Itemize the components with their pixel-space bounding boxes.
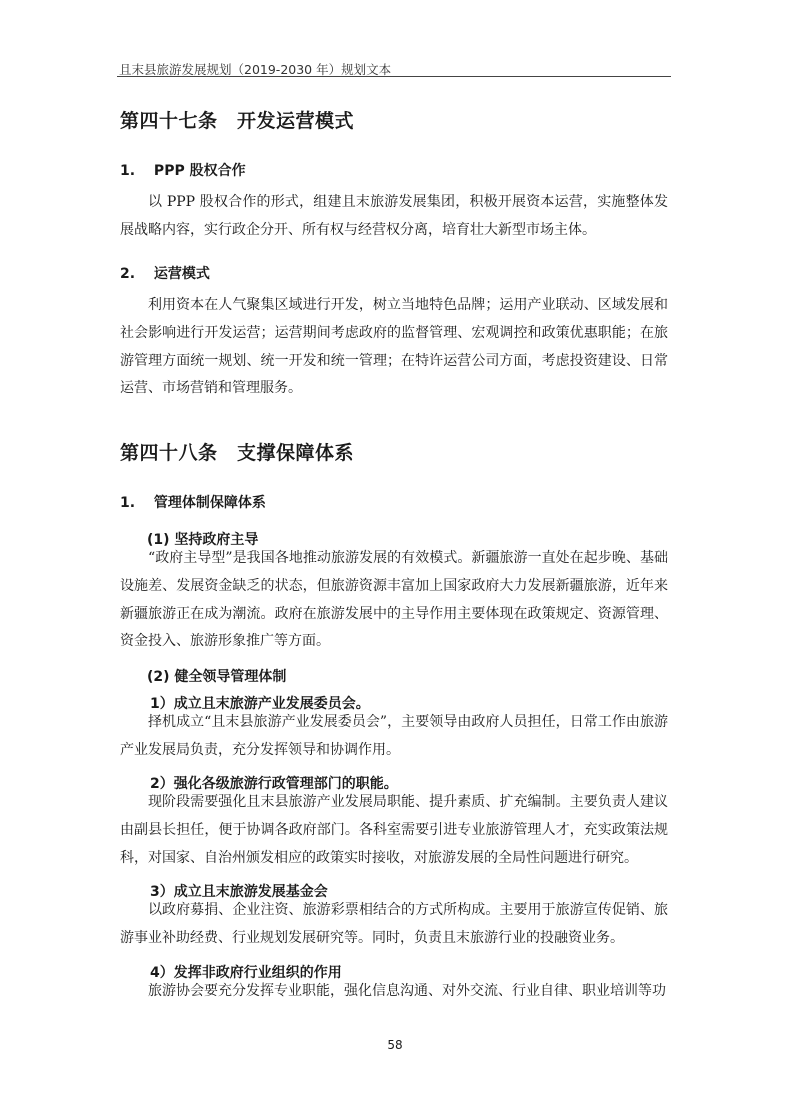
running-header: 且末县旅游发展规划（2019-2030 年）规划文本 (119, 62, 392, 77)
subsection-government-led-paragraph: “政府主导型”是我国各地推动旅游发展的有效模式。新疆旅游一直处在起步晚、基础设施差、发展资金缺乏的状态，但旅游资源丰富加上国家政府大力发展新疆旅游，近年来新疆旅游正在成为潮流。政府在旅游发展中的主导作用主要体现在政策规定、资源管理、资金投入、旅游形象推广等方面。 (120, 550, 668, 650)
section-management-title: 1. 管理体制保障体系 (120, 495, 266, 511)
section-ppp-title: 1. PPP 股权合作 (120, 163, 246, 179)
section-operation-paragraph: 利用资本在人气聚集区域进行开发，树立当地特色品牌；运用产业联动、区域发展和社会影响进行开发运营；运营期间考虑政府的监督管理、宏观调控和政策优惠职能；在旅游管理方面统一规划、统一开发和统一管理；在特许运营公司方面，考虑投资建设、日常运营、市场营销和管理服务。 (120, 297, 668, 397)
item-1-paragraph: 择机成立“且末县旅游产业发展委员会”，主要领导由政府人员担任，日常工作由旅游产业发展局负责，充分发挥领导和协调作用。 (120, 714, 668, 758)
page-number: 58 (387, 1038, 403, 1052)
item-3-paragraph: 以政府募捐、企业注资、旅游彩票相结合的方式所构成。主要用于旅游宣传促销、旅游事业补助经费、行业规划发展研究等。同时，负责且末旅游行业的投融资业务。 (120, 902, 668, 946)
subsection-leadership-title: (2) 健全领导管理体制 (147, 669, 287, 685)
section-operation-title: 2. 运营模式 (120, 266, 210, 282)
item-4-title: 4）发挥非政府行业组织的作用 (150, 965, 342, 981)
article-48-title: 第四十八条 支撑保障体系 (120, 442, 355, 464)
item-3-title: 3）成立且末旅游发展基金会 (150, 884, 328, 900)
item-1-title: 1）成立且末旅游产业发展委员会。 (150, 696, 370, 712)
item-2-paragraph: 现阶段需要强化且末县旅游产业发展局职能、提升素质、扩充编制。主要负责人建议由副县长担任，便于协调各政府部门。各科室需要引进专业旅游管理人才，充实政策法规科，对国家、自治州颁发相应的政策实时接收，对旅游发展的全局性问题进行研究。 (120, 794, 668, 866)
item-2-title: 2）强化各级旅游行政管理部门的职能。 (150, 776, 398, 792)
header-rule (117, 76, 671, 77)
subsection-government-led-title: (1) 坚持政府主导 (147, 532, 259, 548)
item-4-paragraph: 旅游协会要充分发挥专业职能，强化信息沟通、对外交流、行业自律、职业培训等功 (148, 983, 666, 999)
section-ppp-paragraph: 以 PPP 股权合作的形式，组建且末旅游发展集团，积极开展资本运营，实施整体发展战略内容，实行政企分开、所有权与经营权分离，培育壮大新型市场主体。 (120, 194, 668, 238)
article-47-title: 第四十七条 开发运营模式 (120, 110, 355, 132)
